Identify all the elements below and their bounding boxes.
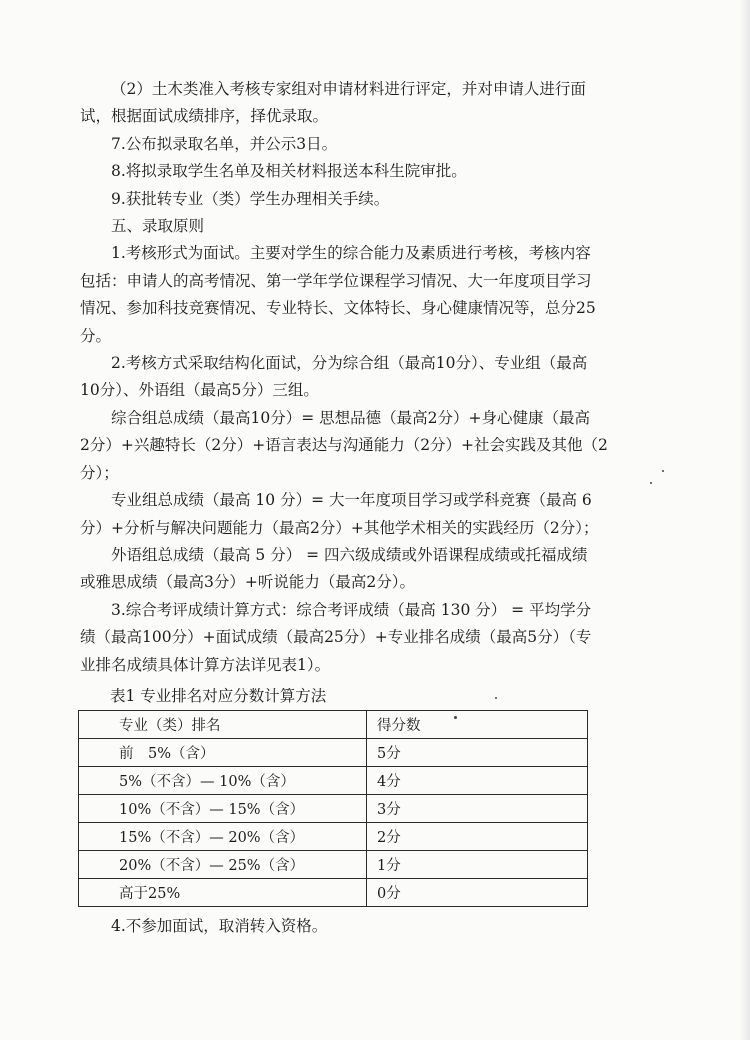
header-cell-score: 得分数 — [367, 710, 588, 738]
table-row — [79, 738, 588, 766]
text-line: 分）； — [80, 463, 119, 482]
ranking-score-table — [78, 710, 588, 907]
text-line: 3.综合考评成绩计算方式：综合考评成绩（最高 130 分） = 平均学分 — [111, 600, 592, 619]
text-line: 7.公布拟录取名单，并公示3日。 — [111, 134, 338, 153]
paragraph — [80, 186, 660, 213]
document-body — [80, 76, 660, 940]
paragraph — [80, 76, 660, 131]
rank-range-cell: 20%（不含）— 25%（含） — [79, 850, 367, 878]
paragraph — [80, 350, 660, 405]
text-line: 分。 — [80, 326, 112, 345]
table-header-row — [79, 710, 588, 738]
rank-range-cell: 15%（不含）— 20%（含） — [79, 822, 367, 850]
text-line: 2分）+兴趣特长（2分）+语言表达与沟通能力（2分）+社会实践及其他（2 — [80, 436, 608, 455]
score-cell: 0分 — [367, 878, 588, 906]
text-line: 8.将拟录取学生名单及相关材料报送本科生院审批。 — [111, 162, 467, 181]
text-line: 业排名成绩具体计算方法详见表1）。 — [80, 655, 331, 674]
table-row — [79, 878, 588, 906]
paragraph — [80, 131, 660, 158]
table-row — [79, 822, 588, 850]
paragraph — [80, 487, 660, 542]
table-caption: 表1 专业排名对应分数计算方法 — [110, 686, 327, 705]
table-row — [79, 850, 588, 878]
score-cell: 1分 — [367, 850, 588, 878]
text-line: 或雅思成绩（最高3分）+听说能力（最高2分）。 — [80, 573, 415, 592]
scan-speck — [662, 470, 664, 472]
text-line: 情况、参加科技竞赛情况、专业特长、文体特长、身心健康情况等，总分25 — [80, 299, 596, 318]
score-cell: 4分 — [367, 766, 588, 794]
text-line: 五、录取原则 — [111, 217, 205, 236]
text-line: 试，根据面试成绩排序，择优录取。 — [80, 107, 329, 126]
text-line: 专业组总成绩（最高 10 分）= 大一年度项目学习或学科竞赛（最高 6 — [111, 491, 592, 510]
scan-speck — [650, 482, 652, 484]
text-line: 2.考核方式采取结构化面试，分为综合组（最高10分）、专业组（最高 — [111, 354, 588, 373]
scan-speck — [495, 697, 497, 699]
paragraph — [80, 213, 660, 240]
paragraph — [80, 405, 660, 487]
score-cell: 2分 — [367, 822, 588, 850]
paragraph — [80, 542, 660, 597]
paragraph — [80, 597, 660, 679]
score-cell: 3分 — [367, 794, 588, 822]
paragraph — [80, 240, 660, 350]
text-line: 外语组总成绩（最高 5 分） = 四六级成绩或外语课程成绩或托福成绩 — [111, 545, 588, 564]
text-line: 分）+分析与解决问题能力（最高2分）+其他学术相关的实践经历（2分）； — [80, 518, 599, 537]
rank-range-cell: 前 5%（含） — [79, 738, 367, 766]
text-line: 包括：申请人的高考情况、第一学年学位课程学习情况、大一年度项目学习 — [80, 271, 592, 290]
paragraph-list — [80, 76, 660, 679]
table-row — [79, 794, 588, 822]
scan-edge-shadow — [740, 0, 750, 1040]
text-line: 绩（最高100分）+面试成绩（最高25分）+专业排名成绩（最高5分）（专 — [80, 628, 592, 647]
table-row — [79, 766, 588, 794]
text-line: 9.获批转专业（类）学生办理相关手续。 — [111, 189, 390, 208]
text-line: （2）土木类准入考核专家组对申请材料进行评定，并对申请人进行面 — [111, 80, 586, 98]
header-cell-rank: 专业（类）排名 — [79, 710, 367, 738]
rank-range-cell: 高于25% — [79, 878, 367, 906]
text-line: 10分）、外语组（最高5分）三组。 — [80, 381, 319, 400]
paragraph — [80, 158, 660, 185]
closing-paragraph: 4.不参加面试，取消转入资格。 — [111, 916, 328, 935]
score-cell: 5分 — [367, 738, 588, 766]
scan-speck — [454, 716, 457, 719]
rank-range-cell: 10%（不含）— 15%（含） — [79, 794, 367, 822]
text-line: 1.考核形式为面试。主要对学生的综合能力及素质进行考核，考核内容 — [111, 244, 591, 263]
rank-range-cell: 5%（不含）— 10%（含） — [79, 766, 367, 794]
text-line: 综合组总成绩（最高10分）= 思想品德（最高2分）+身心健康（最高 — [111, 408, 590, 427]
